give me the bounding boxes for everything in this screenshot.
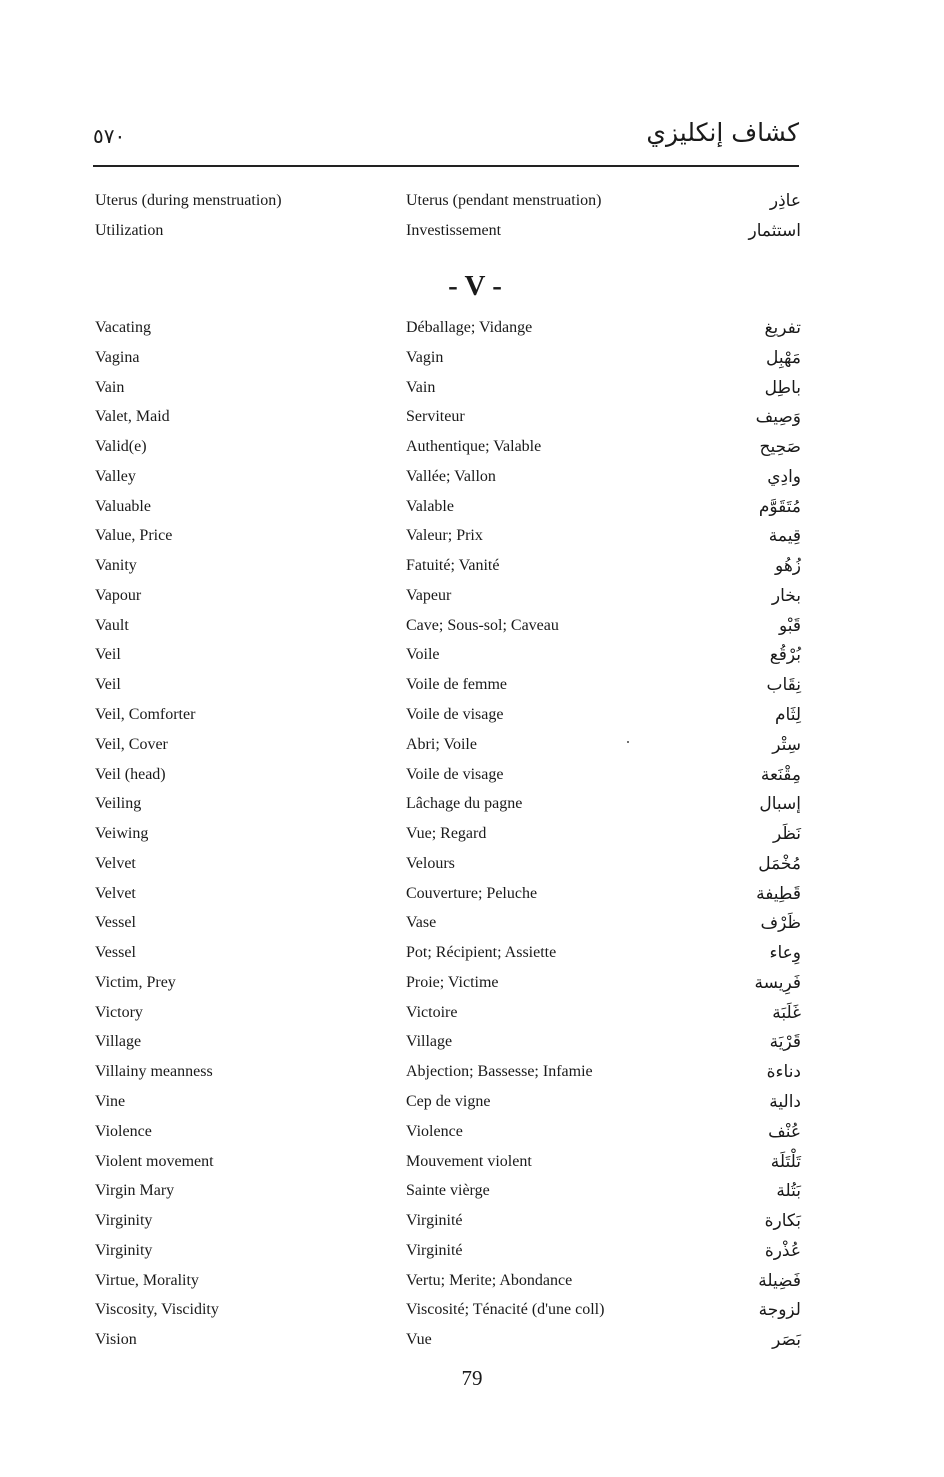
arabic-term: مُتَقَوَّم	[758, 496, 801, 517]
french-term: Victoire	[406, 1003, 458, 1021]
arabic-term: وِعاء	[769, 943, 801, 964]
french-term: Abri; Voile	[406, 735, 477, 753]
english-term: Violence	[95, 1122, 152, 1140]
english-term: Virtue, Morality	[95, 1271, 199, 1289]
french-term: Voile	[406, 646, 440, 664]
french-term: Pot; Récipient; Assiette	[406, 944, 557, 962]
table-row	[93, 760, 801, 790]
table-row	[93, 998, 801, 1028]
english-term: Viscosity, Viscidity	[95, 1301, 219, 1319]
french-term: Abjection; Bassesse; Infamie	[406, 1063, 593, 1081]
french-term: Déballage; Vidange	[406, 319, 533, 336]
table-row	[93, 968, 801, 998]
french-term: Mouvement violent	[406, 1152, 532, 1170]
table-row	[93, 1117, 801, 1147]
table-row	[93, 343, 801, 373]
english-term: Valley	[95, 467, 136, 485]
table-row	[93, 186, 801, 216]
arabic-term: لزوجة	[758, 1300, 801, 1321]
english-term: Veil	[95, 646, 121, 664]
arabic-term: إسبال	[759, 794, 801, 815]
french-term: Voile de visage	[406, 765, 504, 783]
table-row	[93, 1147, 801, 1177]
arabic-term: مَهْبِل	[766, 347, 801, 368]
table-row	[93, 462, 801, 492]
table-row	[93, 849, 801, 879]
english-term: Utilization	[95, 222, 164, 239]
table-row	[93, 879, 801, 909]
french-term: Virginité	[406, 1212, 463, 1230]
english-term: Veil	[95, 676, 121, 694]
arabic-term: قِيمة	[768, 526, 801, 547]
english-term: Veil (head)	[95, 765, 166, 783]
arabic-term: عُذْرة	[764, 1240, 801, 1261]
english-term: Vision	[95, 1331, 137, 1349]
arabic-term: وادِي	[767, 466, 801, 487]
table-row	[93, 819, 801, 849]
french-term: Vapeur	[406, 586, 452, 604]
table-row	[93, 1057, 801, 1087]
french-term: Valable	[406, 497, 454, 515]
page-header	[93, 118, 799, 166]
table-row	[93, 1236, 801, 1266]
french-term: Vue; Regard	[406, 825, 487, 843]
page-number: 79	[461, 1366, 483, 1390]
table-row	[93, 1087, 801, 1117]
table-row	[93, 611, 801, 641]
french-term: Cep de vigne	[406, 1093, 491, 1111]
table-row	[93, 700, 801, 730]
english-term: Vessel	[95, 914, 136, 932]
english-term: Valid(e)	[95, 438, 147, 456]
arabic-term: سِتْر	[772, 734, 801, 755]
arabic-term: تَلْتَلَة	[770, 1151, 801, 1172]
arabic-term: نَظَر	[772, 824, 801, 845]
french-term: Cave; Sous-sol; Caveau	[406, 616, 559, 634]
arabic-term: قَرْيَة	[769, 1032, 801, 1053]
arabic-term: فَرِيسة	[754, 972, 801, 993]
arabic-term: دالية	[769, 1092, 801, 1113]
english-term: Uterus (during menstruation)	[95, 192, 282, 209]
table-row	[93, 938, 801, 968]
french-term: Proie; Victime	[406, 973, 499, 991]
page-title: كشاف إنكليزي	[646, 118, 799, 147]
arabic-term: عُنْف	[768, 1121, 801, 1142]
french-term: Voile de femme	[406, 676, 508, 694]
arabic-term: قَطِيفة	[756, 883, 801, 904]
french-term: Voile de visage	[406, 706, 504, 723]
table-row	[93, 789, 801, 819]
english-term: Village	[95, 1033, 142, 1051]
arabic-term: غَلَبَة	[772, 1002, 801, 1023]
french-term: Investissement	[406, 222, 502, 239]
english-term: Veiwing	[95, 825, 149, 843]
english-term: Virginity	[95, 1241, 153, 1259]
arabic-term: مِقْنَعة	[760, 764, 801, 785]
english-term: Veil, Comforter	[95, 706, 196, 723]
arabic-term: نِقَاب	[766, 675, 801, 696]
english-term: Velvet	[95, 884, 136, 902]
english-term: Valuable	[95, 497, 151, 515]
english-term: Violent movement	[95, 1152, 214, 1170]
english-term: Vine	[95, 1093, 126, 1111]
english-term: Value, Price	[95, 527, 173, 545]
arabic-term: بَتُلة	[776, 1181, 801, 1202]
table-row	[93, 640, 801, 670]
table-row	[93, 908, 801, 938]
table-row	[93, 581, 801, 611]
table-row	[93, 730, 801, 760]
english-term: Vacating	[95, 319, 151, 336]
table-row	[93, 521, 801, 551]
arabic-term: مُخْمَل	[758, 853, 801, 874]
header-rule	[93, 165, 799, 167]
arabic-term: تفريغ	[764, 318, 801, 338]
table-row	[93, 1266, 801, 1296]
table-row	[93, 551, 801, 581]
english-term: Vain	[95, 378, 125, 396]
arabic-term: فَضِيلة	[758, 1270, 801, 1291]
english-term: Velvet	[95, 854, 136, 872]
arabic-term: زُهُو	[775, 556, 801, 577]
arabic-term: عاذِر	[769, 191, 801, 211]
table-row	[93, 216, 801, 246]
section-heading: - V -	[448, 270, 502, 302]
table-row	[93, 492, 801, 522]
english-term: Virgin Mary	[95, 1182, 175, 1200]
english-term: Vapour	[95, 586, 142, 604]
table-row	[93, 313, 801, 343]
french-term: Couverture; Peluche	[406, 884, 538, 902]
french-term: Vase	[406, 914, 437, 932]
english-term: Victim, Prey	[95, 973, 176, 991]
arabic-term: باطِل	[764, 377, 801, 398]
table-row	[93, 670, 801, 700]
table-row	[93, 402, 801, 432]
english-term: Vault	[95, 616, 129, 634]
french-term: Velours	[406, 854, 455, 872]
arabic-term: لِثَام	[774, 705, 801, 725]
french-term: Virginité	[406, 1241, 463, 1259]
arabic-term: بَصَر	[772, 1330, 801, 1351]
arabic-term: قَبْو	[778, 615, 801, 636]
french-term: Village	[406, 1033, 453, 1051]
french-term: Uterus (pendant menstruation)	[406, 192, 602, 209]
english-term: Veil, Cover	[95, 735, 168, 753]
french-term: Vertu; Merite; Abondance	[406, 1271, 573, 1289]
arabic-term: صَحِيح	[759, 437, 801, 458]
english-term: Vagina	[95, 348, 140, 366]
french-term: Lâchage du pagne	[406, 795, 523, 813]
english-term: Veiling	[95, 795, 142, 813]
french-term: Vagin	[406, 348, 444, 366]
french-term: Violence	[406, 1122, 463, 1140]
table-row	[93, 1027, 801, 1057]
table-row	[93, 1206, 801, 1236]
english-term: Vessel	[95, 944, 136, 962]
table-row	[93, 1325, 801, 1355]
french-term: Vallée; Vallon	[406, 467, 496, 485]
french-term: Valeur; Prix	[406, 527, 483, 545]
table-row	[93, 1176, 801, 1206]
english-term: Villainy meanness	[95, 1063, 213, 1081]
english-term: Valet, Maid	[95, 408, 170, 426]
french-term: Vain	[406, 378, 436, 396]
speck	[627, 741, 629, 743]
french-term: Fatuité; Vanité	[406, 557, 500, 575]
french-term: Vue	[406, 1331, 432, 1349]
arabic-term: ظَرْف	[760, 913, 801, 934]
table-row	[93, 373, 801, 403]
english-term: Victory	[95, 1003, 143, 1021]
table-row	[93, 1295, 801, 1325]
english-term: Virginity	[95, 1212, 153, 1230]
english-term: Vanity	[95, 557, 137, 575]
arabic-term: بُرْقُع	[769, 645, 801, 666]
french-term: Viscosité; Ténacité (d'une coll)	[406, 1301, 605, 1319]
french-term: Sainte vièrge	[406, 1182, 490, 1200]
table-row	[93, 432, 801, 462]
arabic-term: دناءة	[766, 1062, 801, 1083]
french-term: Serviteur	[406, 408, 465, 426]
arabic-term: بخار	[771, 585, 801, 606]
french-term: Authentique; Valable	[406, 438, 542, 456]
arabic-page-number: ٥٧٠	[93, 124, 126, 148]
arabic-term: استثمار	[748, 221, 801, 241]
arabic-term: وَصِيف	[755, 407, 801, 428]
arabic-term: بَكارة	[764, 1211, 801, 1232]
